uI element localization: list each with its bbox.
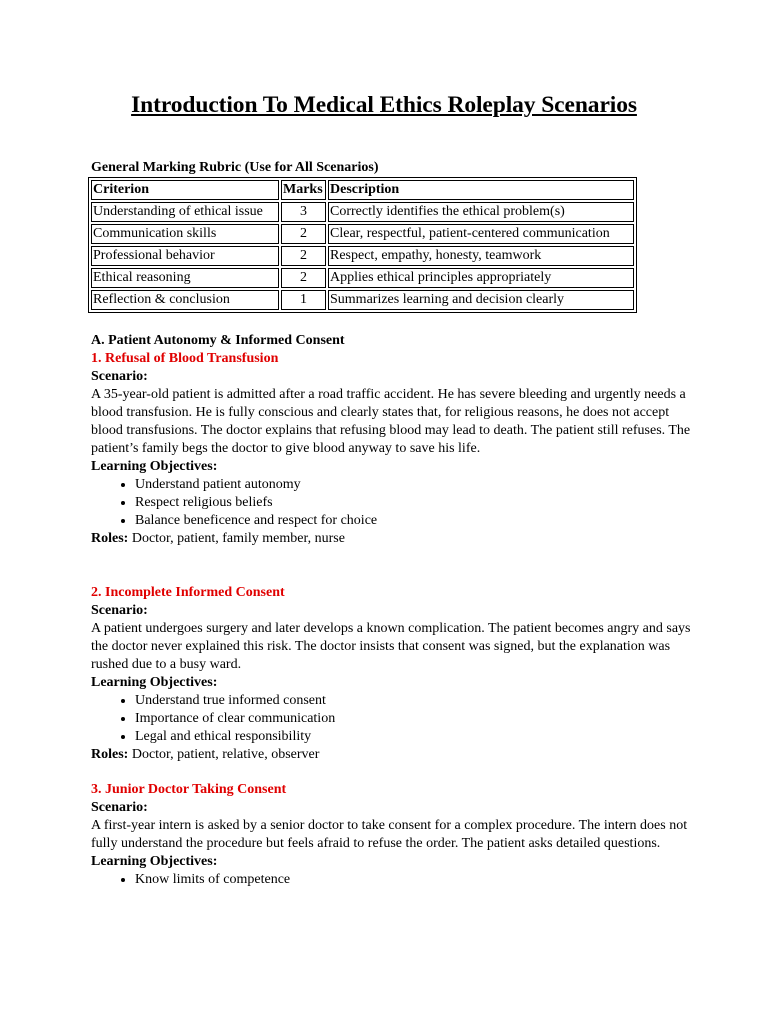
rubric-title: General Marking Rubric (Use for All Scenarios) — [91, 160, 379, 175]
rubric-criterion: Communication skills — [91, 224, 279, 244]
list-item: • Know limits of competence — [135, 871, 691, 889]
scenario-block — [91, 781, 691, 889]
list-item: • Importance of clear communication — [135, 710, 691, 728]
scenario-block — [91, 584, 691, 764]
rubric-description: Clear, respectful, patient-centered communication — [328, 224, 634, 244]
roles-label: Roles: — [91, 531, 129, 546]
rubric-marks: 2 — [281, 224, 326, 244]
scenario-label: Scenario: — [91, 603, 148, 618]
rubric-description: Correctly identifies the ethical problem(s) — [328, 202, 634, 222]
scenario-block — [91, 350, 691, 548]
rubric-marks: 1 — [281, 290, 326, 310]
rubric-table — [88, 177, 637, 313]
scenario-title: 3. Junior Doctor Taking Consent — [91, 782, 287, 797]
roles-line — [91, 530, 691, 548]
objectives-list — [91, 692, 691, 746]
rubric-marks: 3 — [281, 202, 326, 222]
scenario-text: A first-year intern is asked by a senior doctor to take consent for a complex procedure. The intern does not fully understand the procedure but feels afraid to refuse the order. The patient asks detailed questions. — [91, 818, 688, 851]
list-item: • Understand patient autonomy — [135, 476, 691, 494]
rubric-description: Applies ethical principles appropriately — [328, 268, 634, 288]
table-row — [91, 224, 634, 244]
roles-text: Doctor, patient, family member, nurse — [131, 531, 345, 546]
rubric-header-row — [91, 180, 634, 200]
scenario-title: 1. Refusal of Blood Transfusion — [91, 351, 279, 366]
table-row — [91, 290, 634, 310]
section-heading: A. Patient Autonomy & Informed Consent — [91, 333, 345, 348]
rubric-criterion: Ethical reasoning — [91, 268, 279, 288]
scenario-label: Scenario: — [91, 800, 148, 815]
objectives-label: Learning Objectives: — [91, 459, 218, 474]
rubric-description: Respect, empathy, honesty, teamwork — [328, 246, 634, 266]
list-item: • Balance beneficence and respect for choice — [135, 512, 691, 530]
rubric-description: Summarizes learning and decision clearly — [328, 290, 634, 310]
objectives-list — [91, 871, 691, 889]
roles-label: Roles: — [91, 747, 129, 762]
rubric-criterion: Professional behavior — [91, 246, 279, 266]
list-item: • Respect religious beliefs — [135, 494, 691, 512]
rubric-header-criterion: Criterion — [91, 180, 279, 200]
rubric-header-description: Description — [328, 180, 634, 200]
scenario-text: A patient undergoes surgery and later develops a known complication. The patient becomes angry and says the doctor never explained this risk. The doctor insists that consent was signed, but the explanation was rushed due to a busy ward. — [91, 621, 691, 672]
rubric-marks: 2 — [281, 268, 326, 288]
rubric-criterion: Reflection & conclusion — [91, 290, 279, 310]
rubric-header-marks: Marks — [281, 180, 326, 200]
page-title: Introduction To Medical Ethics Roleplay Scenarios — [131, 92, 637, 118]
list-item: • Legal and ethical responsibility — [135, 728, 691, 746]
table-row — [91, 246, 634, 266]
table-row — [91, 202, 634, 222]
rubric-marks: 2 — [281, 246, 326, 266]
scenario-label: Scenario: — [91, 369, 148, 384]
rubric-criterion: Understanding of ethical issue — [91, 202, 279, 222]
scenario-title: 2. Incomplete Informed Consent — [91, 585, 285, 600]
document-body — [91, 159, 691, 889]
objectives-label: Learning Objectives: — [91, 854, 218, 869]
roles-text: Doctor, patient, relative, observer — [131, 747, 320, 762]
list-item: • Understand true informed consent — [135, 692, 691, 710]
objectives-label: Learning Objectives: — [91, 675, 218, 690]
objectives-list — [91, 476, 691, 530]
roles-line — [91, 746, 691, 764]
scenario-text: A 35-year-old patient is admitted after a road traffic accident. He has severe bleeding and urgently needs a blood transfusion. He is fully conscious and clearly states that, for religious reasons, he does not accept blood transfusions. The doctor explains that refusing blood may lead to death. The patient still refuses. The patient’s family begs the doctor to give blood anyway to save his life. — [91, 387, 691, 456]
table-row — [91, 268, 634, 288]
